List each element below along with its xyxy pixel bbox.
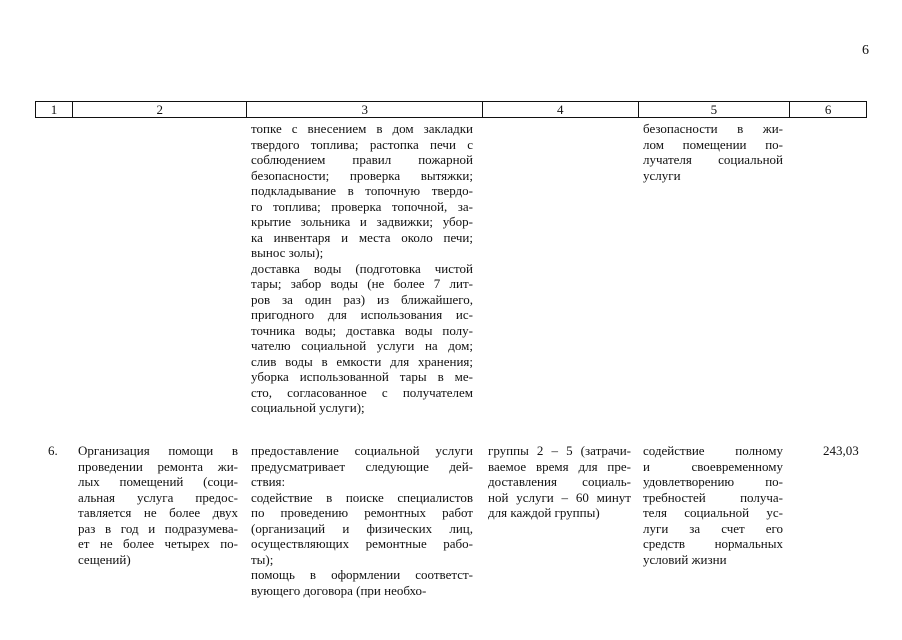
text-line: группы 2 – 5 (затрачи- [488, 443, 631, 458]
continuation-col3-text [251, 121, 473, 416]
text-line: услуги [643, 167, 681, 183]
text-line: ет не более четырех по- [78, 536, 238, 551]
header-col-6: 6 [824, 102, 832, 117]
text-line: ров за один раз) из ближайшего, [251, 291, 473, 307]
text-line: для каждой группы) [488, 505, 600, 520]
text-line: топке с внесением в дом закладки [251, 121, 473, 136]
text-line: луги за счет его [643, 520, 783, 536]
text-line: го топлива; проверка топочной, за- [251, 198, 473, 214]
text-line: (организаций и физических лиц, [251, 520, 473, 536]
text-line: доставка воды (подготовка чистой [251, 260, 473, 276]
text-line: твердого топлива; растопка печи с [251, 136, 473, 152]
text-line: точника воды; доставка воды полу- [251, 322, 473, 338]
text-line: сещений) [78, 551, 131, 567]
header-col-4: 4 [483, 102, 639, 117]
text-line: ты); [251, 551, 274, 567]
row6-number: 6. [48, 443, 58, 458]
text-line: пригодного для использования ис- [251, 307, 473, 322]
row6-quality-indicator [643, 443, 783, 567]
text-line: слив воды в емкости для хранения; [251, 353, 473, 369]
text-line: удовлетворению по- [643, 474, 783, 489]
page-number: 6 [862, 43, 869, 58]
text-line: предоставление социальной услуги [251, 443, 473, 458]
text-line: лом помещении по- [643, 136, 783, 152]
text-line: теля социальной ус- [643, 505, 783, 520]
row6-time-norm [488, 443, 631, 521]
text-line: предусматривает следующие дей- [251, 458, 473, 474]
header-col-5: 5 [639, 102, 791, 117]
text-line: ной услуги – 60 минут [488, 489, 631, 505]
text-line: тары; забор воды (не более 7 лит- [251, 276, 473, 291]
text-line: сто, согласованное с получателем [251, 384, 473, 400]
text-line: безопасности; проверка вытяжки; [251, 167, 473, 183]
text-line: вующего договора (при необхо- [251, 582, 427, 598]
text-line: и своевременному [643, 458, 783, 474]
text-line: чателю социальной услуги на дом; [251, 338, 473, 353]
continuation-col5-text [643, 121, 783, 183]
text-line: условий жизни [643, 551, 727, 567]
text-line: помощь в оформлении соответст- [251, 567, 473, 582]
text-line: подкладывание в топочную твердо- [251, 183, 473, 198]
text-line: лучателя социальной [643, 152, 783, 167]
row6-tariff: 243,03 [823, 443, 859, 458]
text-line: ствия: [251, 474, 286, 489]
text-line: тавляется не более двух [78, 505, 238, 520]
text-line: соблюдением правил пожарной [251, 152, 473, 167]
text-line: ка инвентаря и места около печи; [251, 229, 473, 245]
text-line: безопасности в жи- [643, 121, 783, 136]
header-col-3: 3 [247, 102, 482, 117]
text-line: по проведению ремонтных работ [251, 505, 473, 520]
header-col-1: 1 [36, 102, 73, 117]
text-line: альная услуга предос- [78, 489, 238, 505]
row6-service-description [251, 443, 473, 598]
text-line: доставления социаль- [488, 474, 631, 489]
text-line: средств нормальных [643, 536, 783, 551]
text-line: вынос золы); [251, 245, 324, 260]
row6-service-name [78, 443, 238, 567]
text-line: содействие в поиске специалистов [251, 489, 473, 505]
text-line: уборка использованной тары в ме- [251, 369, 473, 384]
text-line: содействие полному [643, 443, 783, 458]
text-line: крытие зольника и задвижки; убор- [251, 214, 473, 229]
table-header-row [35, 101, 867, 118]
text-line: проведении ремонта жи- [78, 458, 238, 474]
text-line: требностей получа- [643, 489, 783, 505]
header-col-2: 2 [73, 102, 248, 117]
text-line: Организация помощи в [78, 443, 238, 458]
text-line: раз в год и подразумева- [78, 520, 238, 536]
text-line: ваемое время для пре- [488, 458, 631, 474]
text-line: социальной услуги); [251, 400, 365, 415]
text-line: осуществляющих ремонтные рабо- [251, 536, 473, 551]
text-line: лых помещений (соци- [78, 474, 238, 489]
